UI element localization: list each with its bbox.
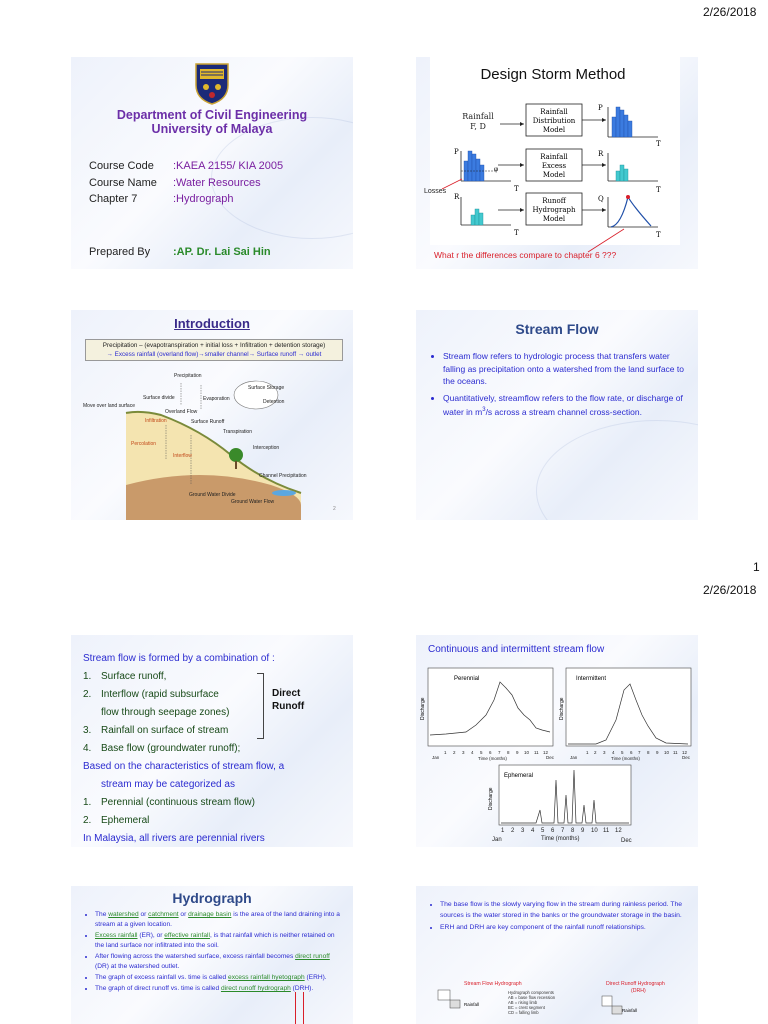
svg-text:CD = falling limb: CD = falling limb (508, 1010, 539, 1015)
r-label-left: R (454, 193, 460, 201)
svg-text:4: 4 (531, 828, 535, 834)
svg-text:8: 8 (507, 750, 510, 755)
introduction-title: Introduction (174, 316, 250, 331)
svg-text:10: 10 (591, 828, 598, 834)
box2-line3: Model (542, 171, 566, 179)
slide-stream-flow (416, 310, 698, 520)
svg-text:Jan: Jan (570, 755, 578, 760)
cont-title: Continuous and intermittent stream flow (428, 644, 605, 655)
ephemeral-label: Ephemeral (504, 773, 534, 779)
label-surface-divide: Surface divide (143, 395, 175, 401)
box1-line1: Rainfall (540, 108, 568, 116)
intermittent-label: Intermittent (576, 676, 607, 682)
slide-hydrograph (71, 886, 353, 1024)
item-base-flow: Base flow (groundwater runoff); (101, 743, 241, 754)
hydro-bullet-3: • After flowing across the watershed surface, excess rainfall becomes direct runoff (DR) at the watershed outlet. (95, 952, 345, 972)
svg-text:AB = base flow recession: AB = base flow recession (508, 995, 556, 1000)
svg-text:12: 12 (682, 750, 688, 755)
university-name: University of Malaya (151, 122, 273, 136)
label-gw-divide: Ground Water Divide (189, 492, 236, 498)
base-flow-bullet-1: • The base flow is the slowly varying flow in the stream during rainless period. The sources is the water stored in the banks or the groundwater storage in the basin. (440, 900, 692, 921)
flow-graphs (416, 660, 698, 847)
label-interception: Interception (253, 445, 280, 451)
malaysia-note: In Malaysia, all rivers are perennial rivers (83, 833, 265, 844)
svg-text:9: 9 (516, 750, 519, 755)
cat-ephemeral: Ephemeral (101, 815, 150, 826)
svg-text:10: 10 (664, 750, 670, 755)
svg-text:8: 8 (647, 750, 650, 755)
svg-text:7: 7 (638, 750, 641, 755)
hydrologic-cycle-diagram (71, 365, 353, 520)
svg-text:3: 3 (603, 750, 606, 755)
label-gw-flow: Ground Water Flow (231, 499, 275, 505)
svg-text:Hydrograph components: Hydrograph components (508, 990, 554, 995)
label-detention: Detention (263, 399, 285, 405)
label-channel-precip: Channel Precipitation (259, 473, 307, 479)
course-name-value: :Water Resources (173, 176, 261, 189)
box3-line3: Model (542, 215, 566, 223)
item-interflow-cont: flow through seepage zones) (101, 707, 230, 718)
label-infiltration: Infiltration (145, 418, 167, 424)
page-number: 1 (753, 560, 760, 574)
slide-introduction (71, 310, 353, 520)
label-overland-flow: Overland Flow (165, 409, 198, 415)
t-label-3: T (514, 185, 519, 193)
stream-flow-title: Stream Flow (515, 321, 599, 337)
svg-text:2: 2 (453, 750, 456, 755)
p-label-left: P (454, 148, 459, 156)
label-surface-runoff: Surface Runoff (191, 419, 225, 425)
svg-text:11: 11 (603, 828, 610, 834)
base-flow-bullet-2: • ERH and DRH are key component of the rainfall runoff relationships. (440, 923, 692, 934)
svg-text:1: 1 (501, 828, 505, 834)
box2-line2: Excess (541, 162, 567, 170)
hydro-bullet-2: • Excess rainfall (ER), or effective rainfall, is that rainfall which is neither retained on the land surface nor infiltrated into the soil. (95, 931, 345, 951)
label-surface-storage: Surface Storage (248, 385, 285, 391)
svg-text:AB = rising limb: AB = rising limb (508, 1000, 538, 1005)
svg-text:2: 2 (511, 828, 515, 834)
svg-text:1: 1 (586, 750, 589, 755)
svg-text:5: 5 (621, 750, 624, 755)
course-name-label: Course Name (89, 176, 157, 189)
svg-text:5: 5 (541, 828, 545, 834)
svg-text:9: 9 (656, 750, 659, 755)
svg-text:11: 11 (673, 750, 678, 755)
university-logo (195, 63, 229, 110)
design-storm-title: Design Storm Method (480, 66, 626, 83)
chapter-value: :Hydrograph (173, 193, 234, 205)
svg-text:9: 9 (581, 828, 585, 834)
label-precipitation: Precipitation (174, 373, 202, 379)
course-code-label: Course Code (89, 160, 154, 172)
discharge-3: Discharge (488, 787, 494, 810)
label-transpiration: Transpiration (223, 429, 252, 435)
cat-perennial: Perennial (continuous stream flow) (101, 797, 255, 808)
svg-text:8: 8 (571, 828, 575, 834)
rainfall-label-left: Rainfall (464, 1002, 480, 1007)
hydro-bullet-5: • The graph of direct runoff vs. time is called direct runoff hydrograph (DRH). (95, 984, 345, 994)
svg-text:11: 11 (534, 750, 539, 755)
svg-text:12: 12 (543, 750, 549, 755)
svg-text:6: 6 (551, 828, 555, 834)
item-surface-runoff: Surface runoff, (101, 671, 167, 682)
svg-text:2: 2 (594, 750, 597, 755)
svg-text:1: 1 (444, 750, 447, 755)
svg-text:7: 7 (498, 750, 501, 755)
intro-box-line1: Precipitation – (evapotranspiration + initial loss + Infiltration + detention storage) (102, 342, 326, 349)
department-name: Department of Civil Engineering (116, 108, 308, 122)
label-evaporation: Evaporation (203, 396, 230, 402)
svg-text:Dec: Dec (546, 755, 555, 760)
design-storm-diagram (416, 57, 698, 269)
prepared-value: :AP. Dr. Lai Sai Hin (173, 246, 271, 258)
hydrograph-title: Hydrograph (172, 890, 252, 906)
svg-text:Time (months): Time (months) (541, 836, 580, 842)
t-label-2: T (656, 186, 661, 194)
box3-line2: Hydrograph (532, 206, 576, 214)
svg-text:3: 3 (521, 828, 525, 834)
slide-base-flow (416, 886, 698, 1024)
label-interflow: Interflow (173, 453, 192, 459)
chapter-label: Chapter 7 (89, 193, 138, 205)
svg-text:Dec: Dec (621, 838, 632, 844)
discharge-2: Discharge (559, 697, 565, 720)
t-label-5: T (656, 231, 661, 239)
perennial-label: Perennial (454, 676, 480, 682)
p-label-top: P (598, 104, 603, 112)
direct-runoff-1: Direct (272, 688, 301, 699)
svg-text:Time (months): Time (months) (478, 756, 507, 761)
svg-text:Jan: Jan (432, 755, 440, 760)
item-interflow: Interflow (rapid subsurface (101, 689, 219, 700)
box2-line1: Rainfall (540, 153, 568, 161)
page-date-middle: 2/26/2018 (703, 583, 757, 597)
sfh-label: Stream Flow Hydrograph (464, 981, 522, 987)
prepared-label: Prepared By (89, 246, 151, 258)
r-label-right: R (598, 150, 604, 158)
hydro-bullet-4: • The graph of excess rainfall vs. time is called excess rainfall hyetograph (ERH). (95, 973, 345, 983)
svg-text:12: 12 (615, 828, 622, 834)
svg-text:BC = crest segment: BC = crest segment (508, 1005, 545, 1010)
box1-line2: Distribution (532, 117, 576, 125)
svg-text:Dec: Dec (682, 755, 691, 760)
rainfall-label-right: Rainfall (622, 1008, 638, 1013)
svg-text:Jan: Jan (492, 837, 502, 843)
svg-text:10: 10 (524, 750, 530, 755)
slide-continuous-intermittent (416, 635, 698, 847)
based-line: Based on the characteristics of stream flow, a (83, 761, 285, 772)
t-label-4: T (514, 229, 519, 237)
discharge-1: Discharge (420, 697, 426, 720)
drh-label: Direct Runoff Hydrograph (606, 981, 665, 987)
page-date-top: 2/26/2018 (703, 5, 757, 19)
slide-stream-composition: Stream flow is formed by a combination of : 1. Surface runoff, 2. Interflow (rapid subsurface flow through seepage zones) 3. Rainfall on surface of stream 4. Base flow (groundwater runoff); Based on the characteristics of stream flow, a stream may be categorized as 1. Perennial (continuous stream flow) 2. Ephemeral In Malaysia, all rivers are perennial rivers Direct Runoff (71, 635, 353, 847)
course-code-value: :KAEA 2155/ KIA 2005 (173, 160, 284, 172)
svg-text:6: 6 (630, 750, 633, 755)
svg-text:3: 3 (462, 750, 465, 755)
stream-flow-bullet-2: • Quantitatively, streamflow refers to the flow rate, or discharge of water in $m^3/s$ across a stream channel cross-section. (443, 392, 691, 419)
fd-label: F, D (470, 122, 486, 131)
slide-design-storm (416, 57, 698, 269)
phi-label: φ (494, 166, 499, 173)
svg-text:6: 6 (489, 750, 492, 755)
box1-line3: Model (542, 126, 566, 134)
svg-text:Time (months): Time (months) (611, 756, 640, 761)
design-storm-note: What r the differences compare to chapter 6 ??? (434, 250, 617, 260)
slide-number: 2 (333, 506, 336, 512)
label-percolation: Percolation (131, 441, 157, 447)
intro-box-line2: → Excess rainfall (overland flow)→smaller channel→ Surface runoff → outlet (106, 351, 322, 358)
direct-runoff-2: Runoff (272, 701, 305, 712)
stream-flow-bullet-1: • Stream flow refers to hydrologic process that transfers water falling as precipitation onto a watershed from the land surface to the oceans. (443, 350, 691, 388)
composition-intro: Stream flow is formed by a combination of : (83, 653, 275, 664)
rainfall-label: Rainfall (462, 112, 494, 121)
label-move-over: Move over land surface (83, 403, 135, 409)
hydro-bullet-1: • The watershed or catchment or drainage basin is the area of the land draining into a stream at a given location. (95, 910, 345, 930)
drh-label-2: (DRH) (631, 988, 646, 994)
svg-text:4: 4 (471, 750, 474, 755)
hydrograph-figure (416, 976, 698, 1024)
t-label-1: T (656, 140, 661, 148)
svg-text:5: 5 (480, 750, 483, 755)
svg-text:7: 7 (561, 828, 565, 834)
box3-line1: Runoff (542, 197, 566, 205)
svg-text:4: 4 (612, 750, 615, 755)
q-label: Q (598, 195, 604, 203)
slide-title (71, 57, 353, 269)
item-rainfall-surface: Rainfall on surface of stream (101, 725, 229, 736)
losses-label: Losses (424, 188, 447, 195)
based-line-2: stream may be categorized as (101, 779, 235, 790)
